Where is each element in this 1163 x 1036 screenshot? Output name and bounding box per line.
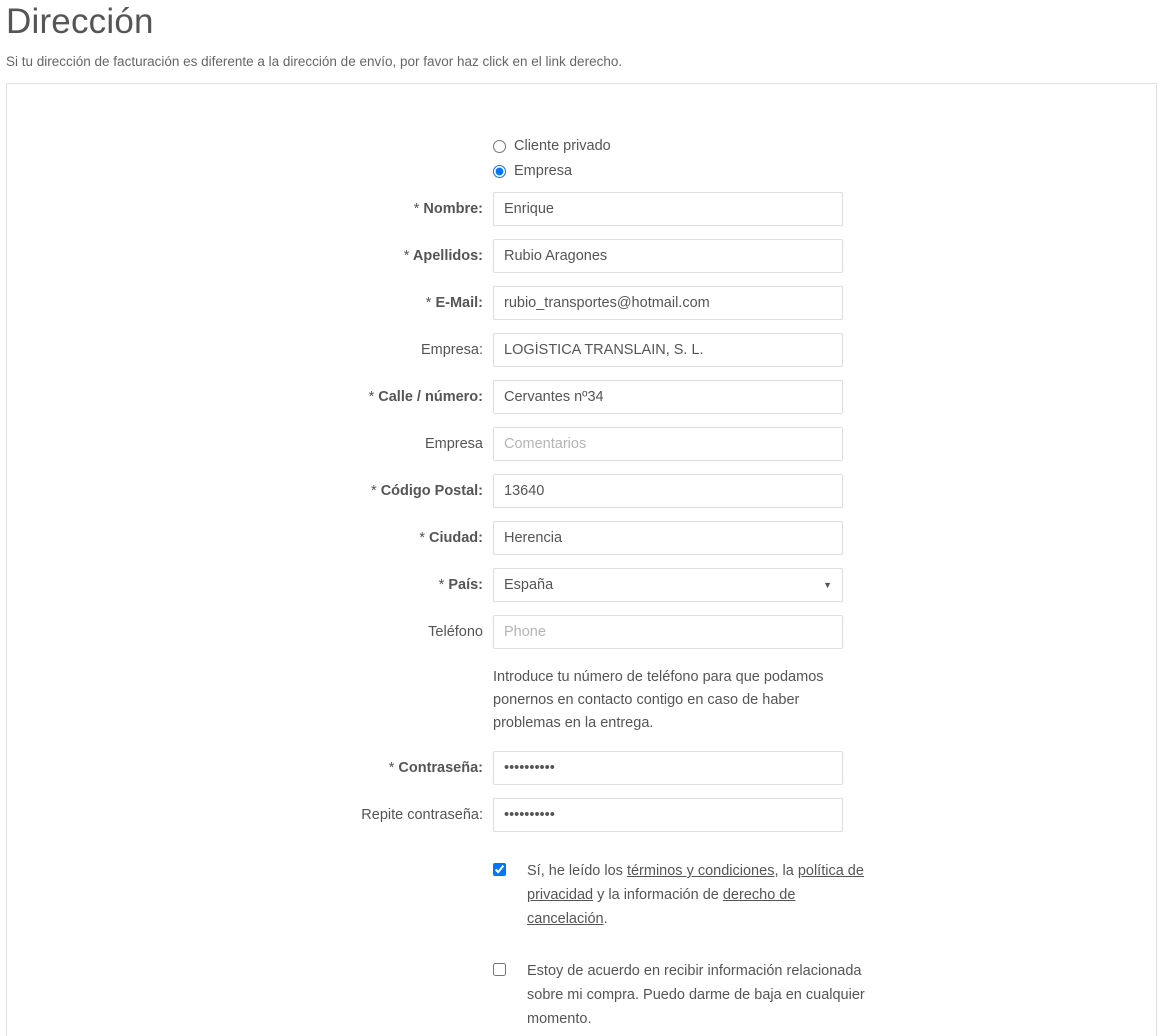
label-codigo-postal-text: Código Postal: (380, 483, 483, 499)
label-calle-text: Calle / número: (378, 389, 483, 405)
radio-empresa[interactable] (493, 165, 506, 178)
required-star: * (368, 389, 375, 405)
customer-type-group (7, 84, 1156, 184)
label-codigo-postal (7, 474, 493, 508)
label-apellidos-text: Apellidos: (412, 248, 483, 264)
required-star: * (413, 201, 420, 217)
field-row-empresa (7, 333, 1156, 367)
label-telefono: Teléfono (428, 624, 483, 640)
terms-text-4: . (603, 911, 608, 927)
field-row-email (7, 286, 1156, 320)
label-ciudad-text: Ciudad: (429, 530, 483, 546)
page-title: Dirección (6, 2, 154, 41)
field-row-telefono (7, 615, 1156, 649)
label-nombre (7, 192, 493, 226)
label-nombre-text: Nombre: (423, 201, 483, 217)
checkbox-newsletter[interactable] (493, 963, 506, 976)
required-star: * (388, 760, 395, 776)
field-row-repite-contrasena (7, 798, 1156, 832)
newsletter-checkbox-wrapper[interactable] (493, 959, 527, 981)
label-pais-text: País: (448, 577, 483, 593)
field-row-apellidos (7, 239, 1156, 273)
link-terminos-y-condiciones[interactable]: términos y condiciones (626, 863, 775, 879)
newsletter-text: Estoy de acuerdo en recibir información relacionada sobre mi compra. Puedo darme de baja en cualquier momento. (527, 963, 865, 1027)
radio-cliente-privado[interactable] (493, 140, 506, 153)
field-row-codigo-postal (7, 474, 1156, 508)
label-apellidos (7, 239, 493, 273)
label-email-text: E-Mail: (435, 295, 483, 311)
terms-row (7, 859, 1156, 931)
field-row-ciudad (7, 521, 1156, 555)
field-row-pais (7, 568, 1156, 602)
label-email (7, 286, 493, 320)
label-calle (7, 380, 493, 414)
required-star: * (371, 483, 377, 499)
input-empresa[interactable] (493, 333, 843, 367)
radio-option-empresa[interactable] (7, 159, 1156, 184)
radio-option-cliente-privado[interactable] (7, 134, 1156, 159)
field-row-comentarios (7, 427, 1156, 461)
newsletter-row (7, 959, 1156, 1031)
telefono-hint: Introduce tu número de teléfono para que podamos ponernos en contacto contigo en caso de haber problemas en la entrega. (493, 669, 824, 731)
label-contrasena-text: Contraseña: (398, 760, 483, 776)
label-ciudad (7, 521, 493, 555)
label-repite-contrasena: Repite contraseña: (361, 807, 483, 823)
field-row-calle (7, 380, 1156, 414)
required-star: * (403, 248, 410, 264)
label-comentarios: Empresa (424, 436, 483, 452)
label-empresa: Empresa: (420, 342, 483, 358)
terms-text-1: Sí, he leído los (527, 863, 627, 879)
checkbox-terms[interactable] (493, 863, 506, 876)
page-subtitle: Si tu dirección de facturación es diferente a la dirección de envío, por favor haz click en el link derecho. (6, 54, 623, 69)
required-star: * (419, 530, 425, 546)
radio-cliente-privado-label: Cliente privado (514, 138, 611, 154)
select-pais[interactable] (493, 568, 843, 602)
chevron-down-icon: ▼ (823, 580, 832, 590)
input-comentarios[interactable] (493, 427, 843, 461)
label-pais (7, 568, 493, 602)
required-star: * (425, 295, 432, 311)
input-ciudad[interactable] (493, 521, 843, 555)
input-email[interactable] (493, 286, 843, 320)
field-row-nombre (7, 192, 1156, 226)
address-form-panel (6, 83, 1157, 1036)
terms-checkbox-wrapper[interactable] (493, 859, 527, 881)
input-codigo-postal[interactable] (493, 474, 843, 508)
hint-spacer (7, 662, 493, 751)
link-politica-de-privacidad[interactable]: política de privacidad (527, 863, 864, 903)
link-derecho-de-cancelacion[interactable]: derecho de cancelación (527, 887, 796, 927)
terms-text (527, 859, 877, 931)
terms-text-3: y la información de (593, 887, 723, 903)
field-row-contrasena (7, 751, 1156, 785)
terms-text-2: , la (774, 863, 798, 879)
input-telefono[interactable] (493, 615, 843, 649)
input-repite-contrasena[interactable] (493, 798, 843, 832)
input-contrasena[interactable] (493, 751, 843, 785)
input-nombre[interactable] (493, 192, 843, 226)
select-pais-wrapper[interactable] (493, 568, 843, 602)
label-contrasena (7, 751, 493, 785)
radio-empresa-label: Empresa (514, 163, 573, 179)
input-calle[interactable] (493, 380, 843, 414)
required-star: * (438, 577, 445, 593)
telefono-hint-row (7, 662, 1156, 751)
input-apellidos[interactable] (493, 239, 843, 273)
